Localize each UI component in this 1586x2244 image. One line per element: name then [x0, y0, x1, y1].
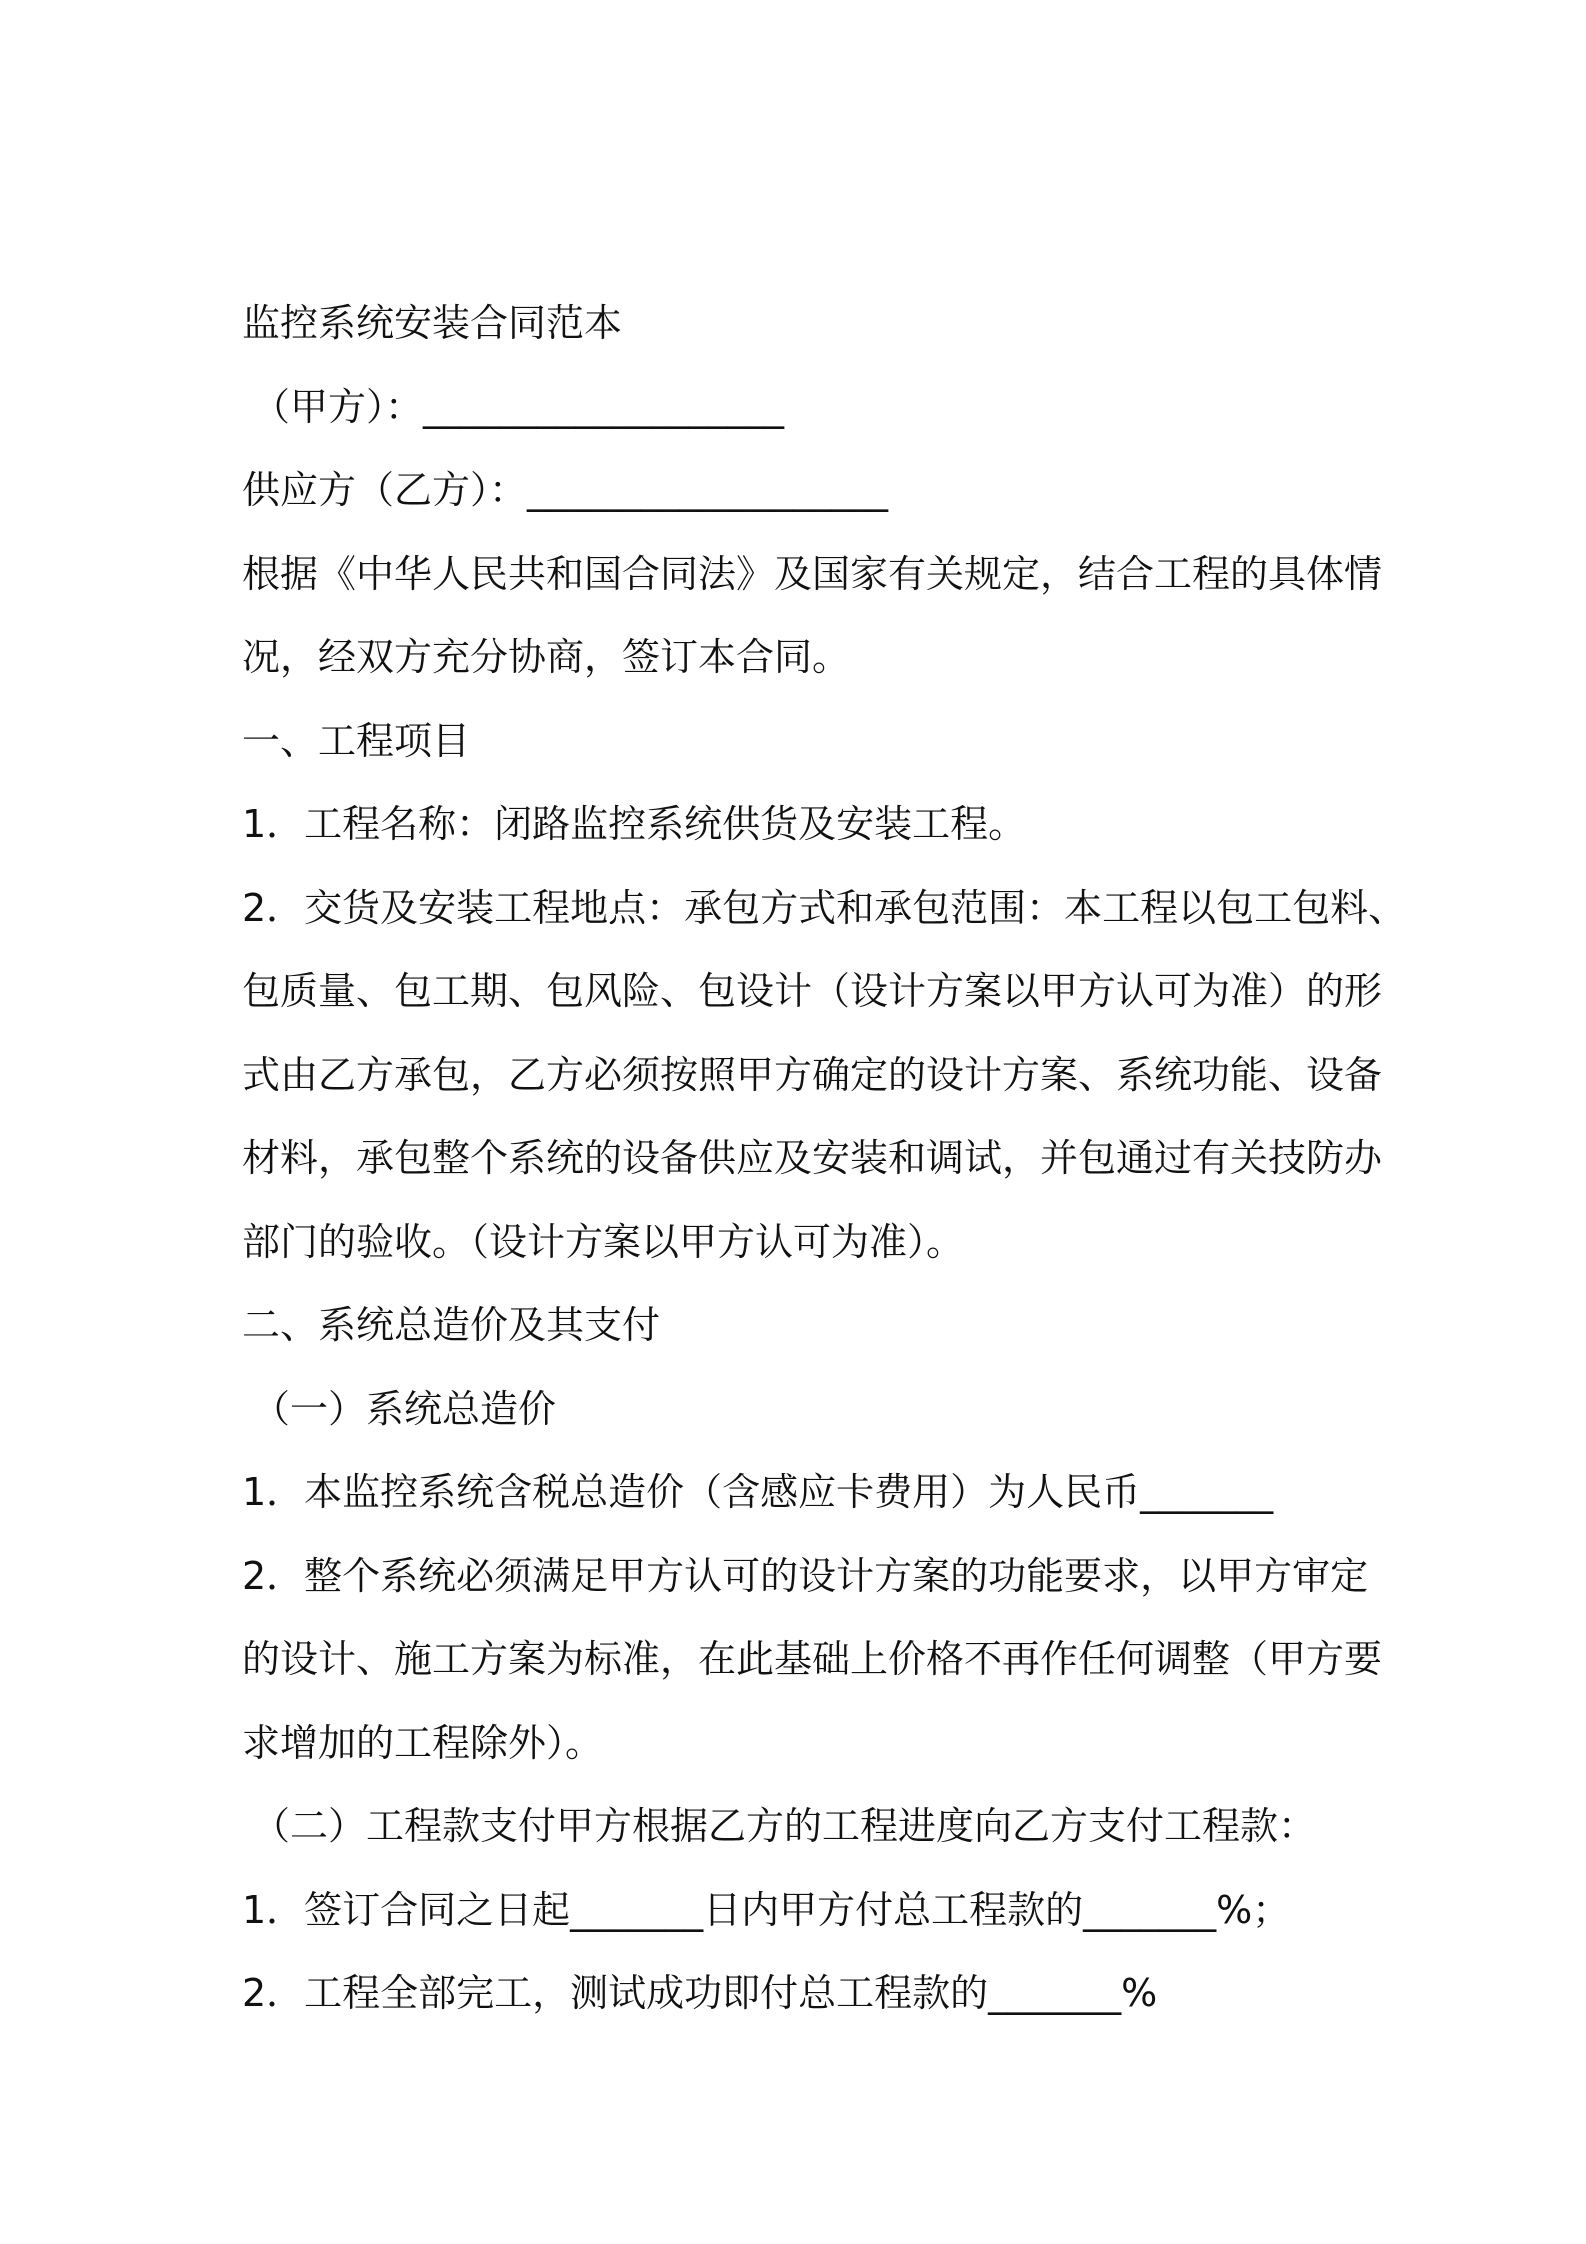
- item-2-1-1: 1．本监控系统含税总造价（含感应卡费用）为人民币_______: [242, 1470, 1274, 1514]
- party-a-line: （甲方）：___________________: [252, 384, 785, 429]
- intro-line-1: 根据《中华人民共和国合同法》及国家有关规定，结合工程的具体情: [242, 551, 1383, 596]
- item-2-2-1: 1．签订合同之日起_______日内甲方付总工程款的_______%；: [242, 1887, 1291, 1932]
- subsection-2-1-heading: （一）系统总造价: [252, 1386, 557, 1431]
- document-title: 监控系统安装合同范本: [242, 301, 623, 345]
- subsection-2-2-heading: （二）工程款支付甲方根据乙方的工程进度向乙方支付工程款：: [252, 1804, 1317, 1848]
- item-1-2-line-2: 包质量、包工期、包风险、包设计（设计方案以甲方认可为准）的形: [242, 969, 1383, 1013]
- item-1-2-line-1: 2．交货及安装工程地点：承包方式和承包范围：本工程以包工包料、: [242, 885, 1407, 930]
- intro-line-2: 况，经双方充分协商，签订本合同。: [242, 635, 851, 679]
- item-2-2-2: 2．工程全部完工，测试成功即付总工程款的_______%: [242, 1971, 1158, 2015]
- item-1-1: 1．工程名称：闭路监控系统供货及安装工程。: [242, 802, 1027, 846]
- document-body: [242, 282, 1407, 2036]
- item-1-2-line-3: 式由乙方承包，乙方必须按照甲方确定的设计方案、系统功能、设备: [242, 1052, 1383, 1097]
- party-b-line: 供应方（乙方）：___________________: [242, 468, 889, 512]
- section-1-heading: 一、工程项目: [242, 718, 471, 763]
- section-2-heading: 二、系统总造价及其支付: [242, 1303, 661, 1347]
- item-2-1-2-line-3: 求增加的工程除外）。: [242, 1720, 604, 1765]
- item-1-2-line-4: 材料，承包整个系统的设备供应及安装和调试，并包通过有关技防办: [242, 1136, 1383, 1180]
- item-2-1-2-line-1: 2．整个系统必须满足甲方认可的设计方案的功能要求，以甲方审定: [242, 1553, 1369, 1598]
- item-1-2-line-5: 部门的验收。（设计方案以甲方认可为准）。: [242, 1219, 965, 1264]
- item-2-1-2-line-2: 的设计、施工方案为标准，在此基础上价格不再作任何调整（甲方要: [242, 1637, 1383, 1681]
